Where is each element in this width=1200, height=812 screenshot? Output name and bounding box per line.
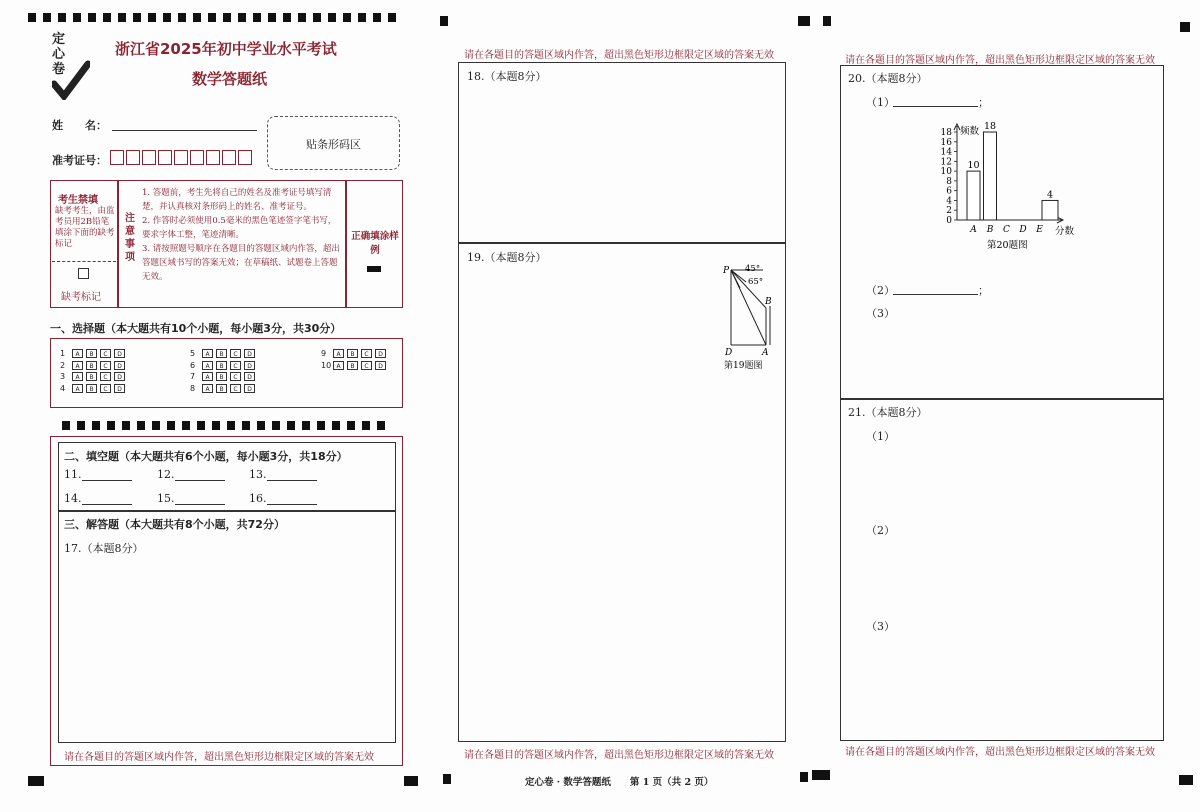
- choice-option-c[interactable]: C: [230, 384, 241, 393]
- choice-option-c[interactable]: C: [361, 349, 372, 358]
- choice-question-number: 2: [60, 360, 66, 370]
- q18-answer-area[interactable]: [460, 84, 784, 240]
- choice-option-b[interactable]: B: [216, 384, 227, 393]
- fill-input-15[interactable]: [175, 504, 225, 505]
- corner-mark: [800, 772, 808, 782]
- choice-option-b[interactable]: B: [347, 361, 358, 370]
- choice-question-9: [321, 349, 389, 358]
- fig19-label-d: D: [725, 348, 733, 358]
- choice-option-a[interactable]: A: [202, 384, 213, 393]
- q18-label: 18.（本题8分）: [467, 70, 547, 83]
- choice-option-c[interactable]: C: [230, 349, 241, 358]
- absent-checkbox[interactable]: [78, 268, 89, 279]
- warning-right-top: 请在各题目的答题区域内作答，超出黑色矩形边框限定区域的答案无效: [845, 55, 1155, 66]
- chart-category-label: A: [970, 225, 977, 235]
- choice-option-b[interactable]: B: [216, 349, 227, 358]
- corner-mark: [823, 16, 831, 26]
- fill-item-12: 12.: [157, 468, 175, 481]
- figure-19: [718, 260, 778, 372]
- chart-y-tick-label: 0: [946, 216, 952, 226]
- chart-category-label: D: [1019, 225, 1027, 235]
- fill-input-13[interactable]: [267, 480, 317, 481]
- choice-question-number: 9: [321, 349, 327, 358]
- notice-divider: [345, 180, 347, 308]
- warning-right-bottom: 请在各题目的答题区域内作答，超出黑色矩形边框限定区域的答案无效: [845, 747, 1155, 758]
- choice-option-b[interactable]: B: [347, 349, 358, 358]
- absent-text: 缺考考生，由监考员用2B铅笔填涂下面的缺考标记: [55, 206, 115, 249]
- choice-question-2: [60, 361, 128, 370]
- choice-option-c[interactable]: C: [100, 384, 111, 393]
- warning-mid-top: 请在各题目的答题区域内作答，超出黑色矩形边框限定区域的答案无效: [464, 50, 774, 61]
- choice-option-c[interactable]: C: [230, 372, 241, 381]
- timing-mark-stripe-top: [28, 10, 418, 22]
- choice-question-number: 8: [190, 383, 196, 393]
- barcode-area: [267, 116, 400, 170]
- q19-label: 19.（本题8分）: [467, 251, 547, 264]
- q17-label: 17.（本题8分）: [64, 542, 144, 555]
- fig19-angle-65: 65°: [748, 277, 764, 287]
- choice-question-10: [321, 361, 389, 370]
- choice-question-number: 10: [321, 360, 332, 370]
- choice-option-a[interactable]: A: [72, 384, 83, 393]
- id-label: 准考证号：: [52, 154, 107, 167]
- q20-part2-label: （2）: [866, 284, 895, 297]
- notes-list: [142, 186, 342, 284]
- chart-y-tick-label: 14: [940, 147, 952, 158]
- absent-mark-label: 缺考标记: [61, 292, 101, 303]
- choice-question-number: 1: [60, 349, 66, 358]
- choice-question-7: [190, 372, 258, 381]
- fig19-caption: 第19题图: [724, 361, 763, 371]
- fill-input-11[interactable]: [82, 480, 132, 481]
- section1-title: 一、选择题（本大题共有10个小题，每小题3分，共30分）: [50, 322, 342, 335]
- chart-20: [925, 122, 1085, 252]
- fig19-label-p: P: [723, 266, 730, 276]
- warning-left: 请在各题目的答题区域内作答，超出黑色矩形边框限定区域的答案无效: [64, 752, 374, 763]
- corner-mark: [443, 774, 451, 784]
- fill-input-14[interactable]: [82, 504, 132, 505]
- section2-title: 二、填空题（本大题共有6个小题，每小题3分，共18分）: [64, 450, 348, 463]
- fill-item-14: 14.: [64, 492, 82, 505]
- page-footer: 定心卷 · 数学答题纸 第 1 页（共 2 页）: [525, 777, 714, 788]
- q17-answer-area[interactable]: [60, 556, 394, 741]
- choice-option-d[interactable]: D: [244, 372, 255, 381]
- q21-label: 21.（本题8分）: [848, 406, 928, 419]
- q20-part1-label: （1）: [866, 96, 895, 109]
- choice-option-a[interactable]: A: [333, 349, 344, 358]
- choice-question-6: [190, 361, 258, 370]
- chart-category-label: E: [1036, 225, 1043, 235]
- barcode-label: 贴条形码区: [306, 138, 361, 151]
- choice-option-d[interactable]: D: [114, 372, 125, 381]
- fill-item-13: 13.: [249, 468, 267, 481]
- choice-option-a[interactable]: A: [333, 361, 344, 370]
- choice-question-1: [60, 349, 128, 358]
- choice-option-b[interactable]: B: [86, 384, 97, 393]
- page-title: 浙江省2025年初中学业水平考试: [115, 40, 337, 58]
- q20-part2-input[interactable]: [893, 294, 978, 295]
- q21-part3-label: （3）: [866, 620, 895, 633]
- chart-data-label: 18: [983, 122, 997, 132]
- q21-part1-label: （1）: [866, 430, 895, 443]
- fig19-label-b: B: [765, 297, 772, 307]
- choice-option-a[interactable]: A: [202, 349, 213, 358]
- choice-option-c[interactable]: C: [361, 361, 372, 370]
- fig19-angle-45: 45°: [745, 264, 761, 274]
- fill-item-11: 11.: [64, 468, 82, 481]
- name-label: 姓 名：: [52, 119, 107, 132]
- sample-fill-mark: [367, 266, 381, 272]
- corner-mark: [404, 776, 418, 786]
- choice-option-d[interactable]: D: [244, 384, 255, 393]
- q-divider: [458, 242, 786, 244]
- id-field[interactable]: [110, 150, 254, 169]
- corner-mark: [440, 16, 448, 26]
- chart-y-tick-label: 2: [946, 206, 952, 217]
- fig19-label-a: A: [762, 348, 769, 358]
- chart-data-label: 10: [967, 160, 980, 172]
- choice-option-c[interactable]: C: [100, 349, 111, 358]
- note-item: 3. 请按照题号顺序在各题目的答题区域内作答，超出答题区域书写的答案无效；在草稿纸、试题卷上答题无效。: [142, 244, 340, 282]
- absent-divider: [52, 261, 116, 262]
- choice-option-b[interactable]: B: [216, 372, 227, 381]
- choice-question-5: [190, 349, 258, 358]
- choice-question-number: 7: [190, 372, 196, 381]
- chart-category-label: B: [986, 225, 994, 235]
- choice-option-d[interactable]: D: [114, 361, 125, 370]
- choice-question-number: 5: [190, 349, 196, 358]
- fill-item-16: 16.: [249, 492, 267, 505]
- section3-title: 三、解答题（本大题共有8个小题，共72分）: [64, 518, 285, 531]
- section-divider: [58, 510, 396, 512]
- chart-bar-b: [984, 132, 997, 220]
- check-icon: [52, 60, 90, 100]
- chart-y-tick-label: 12: [940, 157, 952, 168]
- sample-title: 正确填涂样例: [351, 231, 399, 256]
- fill-input-12[interactable]: [175, 480, 225, 481]
- q20-part1-semicolon: ；: [978, 96, 989, 109]
- choice-option-b[interactable]: B: [86, 361, 97, 370]
- chart-bar-a: [967, 171, 980, 220]
- choice-option-a[interactable]: A: [72, 372, 83, 381]
- page-subtitle: 数学答题纸: [192, 70, 268, 88]
- chart-title: 第20题图: [987, 240, 1028, 251]
- q20-label: 20.（本题8分）: [848, 72, 928, 85]
- q21-answer-area[interactable]: [842, 442, 1162, 738]
- choice-option-c[interactable]: C: [230, 361, 241, 370]
- choice-option-c[interactable]: C: [100, 361, 111, 370]
- choice-option-b[interactable]: B: [86, 372, 97, 381]
- choice-option-d[interactable]: D: [375, 361, 386, 370]
- choice-option-d[interactable]: D: [244, 349, 255, 358]
- corner-mark: [1180, 22, 1190, 32]
- q-divider: [840, 398, 1164, 400]
- choice-option-b[interactable]: B: [86, 349, 97, 358]
- chart-y-tick-label: 16: [940, 137, 952, 148]
- choice-option-d[interactable]: D: [375, 349, 386, 358]
- chart-y-tick-label: 6: [946, 186, 952, 197]
- choice-question-3: [60, 372, 128, 381]
- choice-option-c[interactable]: C: [100, 372, 111, 381]
- fig19-line-pb: [731, 270, 766, 308]
- chart-y-label: 频数: [960, 126, 980, 137]
- chart-data-label: 4: [1046, 189, 1054, 201]
- choice-question-number: 6: [190, 360, 196, 370]
- chart-y-tick-label: 10: [940, 167, 952, 178]
- choice-option-a[interactable]: A: [72, 361, 83, 370]
- q20-answer-area[interactable]: [842, 318, 1162, 396]
- chart-bar-e: [1042, 200, 1058, 220]
- choice-option-d[interactable]: D: [114, 384, 125, 393]
- note-item: 2. 作答时必须使用0.5毫米的黑色笔迹签字笔书写，要求字体工整，笔迹清晰。: [142, 216, 337, 240]
- choice-question-number: 3: [60, 372, 66, 381]
- q21-part2-label: （2）: [866, 524, 895, 537]
- chart-category-label: C: [1003, 225, 1010, 235]
- chart-y-tick-label: 18: [940, 128, 952, 138]
- corner-mark: [798, 16, 810, 26]
- choice-option-b[interactable]: B: [216, 361, 227, 370]
- corner-mark: [812, 770, 830, 780]
- note-item: 1. 答题前，考生先将自己的姓名及准考证号填写清楚，并认真核对条形码上的姓名、准考证号。: [142, 188, 332, 212]
- chart-y-tick-label: 8: [946, 176, 952, 187]
- logo: [52, 32, 92, 102]
- absent-title: 考生禁填: [58, 195, 98, 206]
- notes-title: 注意事项: [125, 213, 135, 263]
- notice-divider: [117, 180, 119, 308]
- fill-item-15: 15.: [157, 492, 175, 505]
- q20-part2-semicolon: ；: [978, 284, 989, 297]
- corner-mark: [1179, 775, 1193, 785]
- choice-question-4: [60, 384, 128, 393]
- choice-option-a[interactable]: A: [72, 349, 83, 358]
- chart-x-label: 分数: [1055, 226, 1075, 237]
- logo-text: 定心卷: [52, 32, 66, 77]
- warning-mid-bottom: 请在各题目的答题区域内作答，超出黑色矩形边框限定区域的答案无效: [464, 750, 774, 761]
- chart-y-tick-label: 4: [946, 196, 952, 207]
- fill-input-16[interactable]: [267, 504, 317, 505]
- choice-option-a[interactable]: A: [202, 361, 213, 370]
- name-field[interactable]: [112, 130, 257, 131]
- choice-option-d[interactable]: D: [244, 361, 255, 370]
- choice-question-8: [190, 384, 258, 393]
- choice-question-number: 4: [60, 383, 66, 393]
- corner-mark: [28, 776, 44, 786]
- timing-mark-stripe-mid: [62, 418, 392, 430]
- choice-option-d[interactable]: D: [114, 349, 125, 358]
- q20-part1-input[interactable]: [893, 106, 978, 107]
- q20-part3-label: （3）: [866, 307, 895, 320]
- choice-option-a[interactable]: A: [202, 372, 213, 381]
